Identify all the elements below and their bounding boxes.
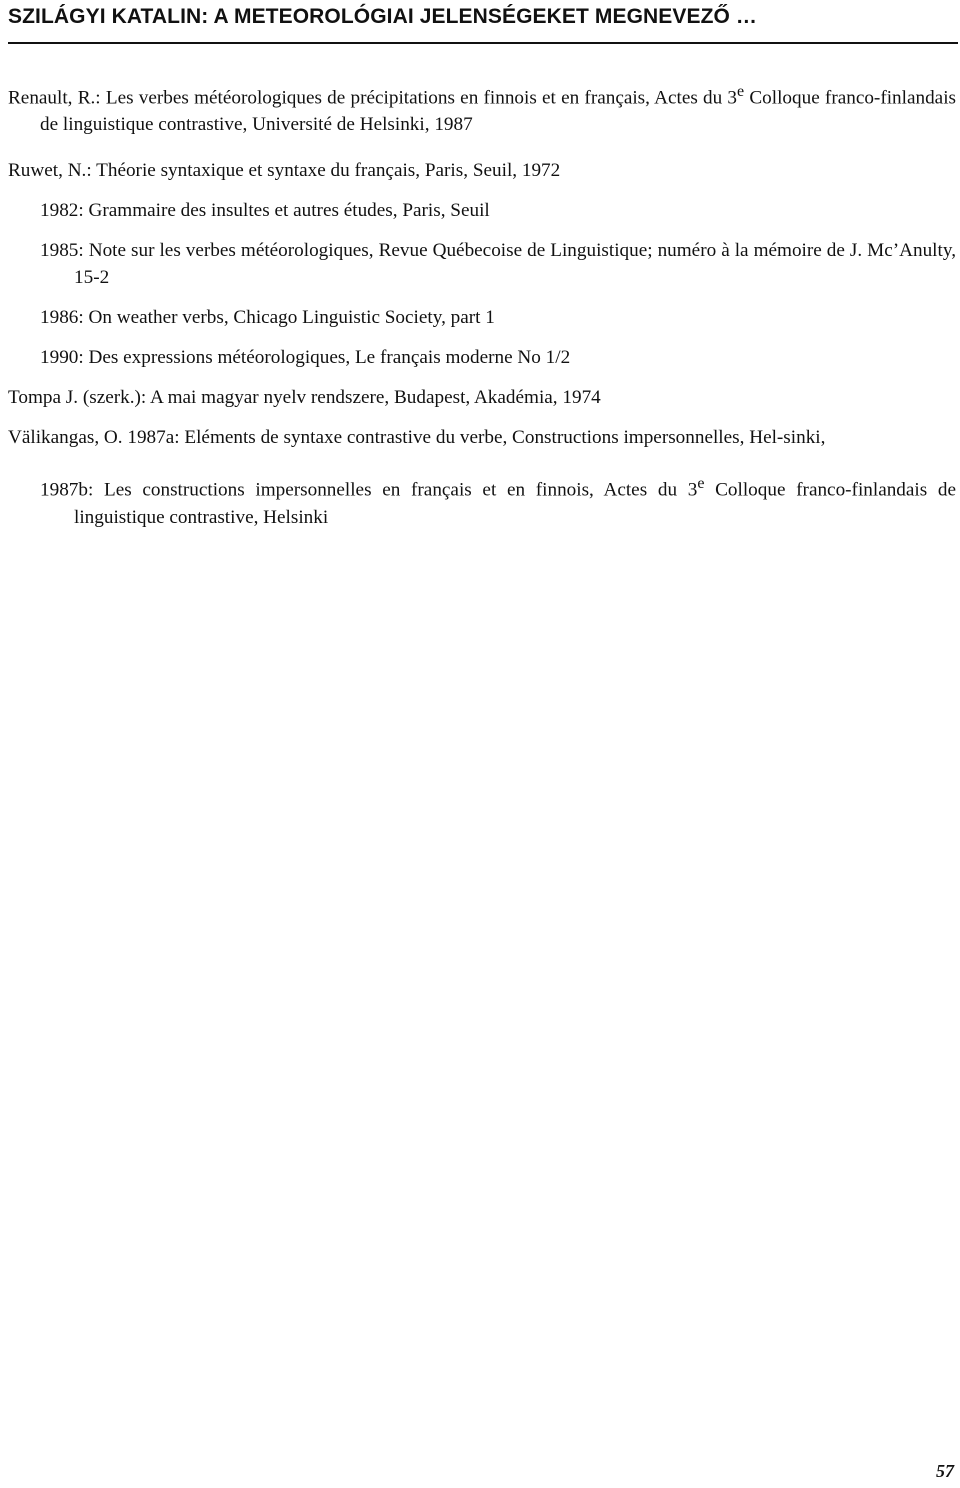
superscript: e (737, 83, 745, 100)
reference-text: Ruwet, N.: Théorie syntaxique et syntaxe du français, Paris, Seuil, 1972 (8, 160, 561, 182)
reference-text: Välikangas, O. 1987a: Eléments de syntaxe contrastive du verbe, Constructions impersonnelles, Hel-sinki, (8, 427, 826, 449)
reference-tompa (8, 384, 956, 411)
superscript: e (697, 475, 705, 493)
reference-text: Colloque franco-finlandais de linguistique contrastive, Université de Helsinki, 1987 (40, 87, 956, 136)
reference-ruwet-1972 (8, 157, 956, 184)
reference-ruwet-1990 (8, 344, 956, 371)
running-header (8, 4, 958, 44)
reference-text: Tompa J. (szerk.): A mai magyar nyelv rendszere, Budapest, Akadémia, 1974 (8, 387, 601, 409)
page-number: 57 (936, 1461, 954, 1481)
reference-ruwet-1982 (8, 197, 956, 224)
reference-text: Colloque franco-finlandais de linguistique contrastive, Helsinki (74, 479, 957, 528)
reference-valikangas-1987b (8, 470, 956, 530)
reference-valikangas-1987a (8, 424, 956, 451)
header-title: SZILÁGYI KATALIN: A METEOROLÓGIAI JELENSÉGEKET MEGNEVEZŐ … (8, 5, 758, 28)
reference-text: 1982: Grammaire des insultes et autres études, Paris, Seuil (40, 200, 490, 222)
reference-renault (8, 78, 956, 138)
reference-text: 1986: On weather verbs, Chicago Linguistic Society, part 1 (40, 307, 495, 329)
reference-text: Renault, R.: Les verbes météorologiques de précipitations en finnois et en français, Actes du 3 (8, 87, 738, 109)
reference-text: 1990: Des expressions météorologiques, Le français moderne No 1/2 (40, 347, 571, 369)
bibliography (8, 78, 956, 531)
reference-ruwet-1986 (8, 304, 956, 331)
reference-text: 1985: Note sur les verbes météorologiques, Revue Québecoise de Linguistique; numéro à la mémoire de J. Mc’Anulty, 15-2 (40, 240, 956, 289)
reference-ruwet-1985 (8, 237, 956, 291)
reference-text: 1987b: Les constructions impersonnelles en français et en finnois, Actes du 3 (40, 479, 698, 501)
